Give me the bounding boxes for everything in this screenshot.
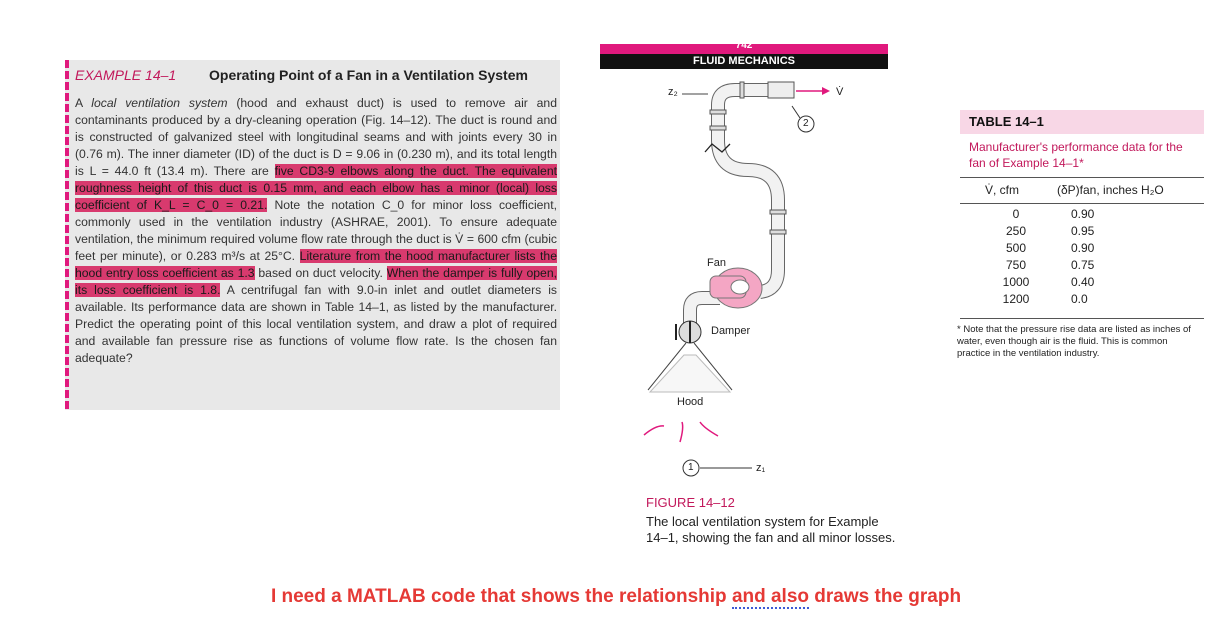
hood (648, 343, 732, 392)
pressure-cell: 0.75 (1071, 258, 1095, 272)
flow-cell: 1200 (1002, 292, 1030, 306)
damper-label: Damper (711, 325, 751, 337)
example-label: EXAMPLE 14–1 (75, 67, 177, 83)
table-rule-bottom (960, 318, 1204, 319)
question-part-2: and also (731, 586, 810, 607)
table-title: TABLE 14–1 (969, 114, 1044, 129)
pressure-cell: 0.0 (1071, 292, 1088, 306)
table-footnote: * Note that the pressure rise data are listed as inches of water, even though air is the fluid. This is common practice in the ventilation industry. (957, 324, 1191, 359)
flow-cell: 750 (1005, 258, 1027, 272)
hood-label: Hood (677, 396, 704, 408)
table-description: Manufacturer's performance data for the fan of Example 14–1* (969, 140, 1183, 170)
example-panel (65, 60, 560, 410)
point-2-leader (792, 106, 800, 118)
flow-cell: 500 (1005, 241, 1027, 255)
question-part-3: draws the graph (809, 586, 962, 607)
inflow-arrows (644, 422, 718, 442)
point-1-label: 1 (688, 462, 694, 473)
flow-arrow-head (822, 87, 830, 95)
body-text: A centrifugal fan with 9.0-in inlet and outlet diameters is available. Its performance data are shown in Table 14–1, as listed by the manufacturer. Predict the operating point of this local ventilation system, and draw a plot of required and available fan pressure rise as functions of volume flow rate. Is the chosen fan adequate? (75, 283, 557, 365)
example-body (75, 95, 557, 367)
flow-cell: 1000 (1002, 275, 1030, 289)
z2-label: z₂ (668, 86, 678, 98)
figure-caption-title: FIGURE 14–12 (646, 495, 735, 510)
highlighted-text: When the damper is fully open, its loss coefficient is 1.8. (75, 266, 557, 297)
column-header-flow: V̇, cfm (985, 183, 1020, 197)
table-rule-top (960, 177, 1204, 178)
body-text: A (75, 96, 92, 110)
body-text: Note the notation C_0 for minor loss coefficient, commonly used in the ventilation industry (ASHRAE, 2001). To ensure adequate ventilation, the minimum required volume flow rate through the duct is V̇ = 600 cfm (cubic feet per minute), or 0.283 m³/s at 25°C. (75, 198, 557, 263)
ventilation-system-figure (600, 70, 900, 490)
damper (676, 321, 701, 343)
point-2-label: 2 (803, 118, 809, 129)
book-header: FLUID MECHANICS (600, 54, 888, 69)
z1-label: z₁ (756, 462, 766, 474)
body-text: local ventilation system (91, 96, 228, 110)
example-margin-stripe (65, 60, 69, 410)
body-text: (hood and exhaust duct) is used to remove air and contaminants produced by a dry-cleaning operation (Fig. 14–12). The duct is round and is constructed of galvanized steel with longitudinal seams and with joints every 30 in (0.76 m). The inner diameter (ID) of the duct is D = 9.06 in (0.230 m), and its total length is L = 44.0 ft (13.4 m). There are (75, 96, 557, 178)
pressure-cell: 0.90 (1071, 241, 1095, 255)
column-header-pressure: (δP)fan, inches H₂O (1057, 183, 1164, 197)
user-question (0, 586, 1232, 608)
page-number: 742 (735, 40, 753, 51)
figure-caption: The local ventilation system for Example 14–1, showing the fan and all minor losses. (646, 514, 896, 545)
vdot-label: V̇ (836, 86, 844, 98)
pressure-cell: 0.40 (1071, 275, 1095, 289)
pressure-cell: 0.95 (1071, 224, 1095, 238)
table-rule-mid (960, 203, 1204, 204)
flow-cell: 250 (1005, 224, 1027, 238)
example-title: Operating Point of a Fan in a Ventilation System (209, 67, 528, 83)
highlighted-text: Literature from the hood manufacturer lists the hood entry loss coefficient as 1.3 (75, 249, 557, 280)
fan-label: Fan (707, 257, 726, 269)
pressure-cell: 0.90 (1071, 207, 1095, 221)
flow-cell: 0 (1012, 207, 1020, 221)
highlighted-text: five CD3-9 elbows along the duct. The equivalent roughness height of this duct is 0.15 mm, and each elbow has a minor (local) loss coefficient of K_L = C_0 = 0.21. (75, 164, 557, 212)
body-text: based on duct velocity. (254, 266, 387, 280)
question-part-1: I need a MATLAB code that shows the relationship (270, 586, 732, 607)
